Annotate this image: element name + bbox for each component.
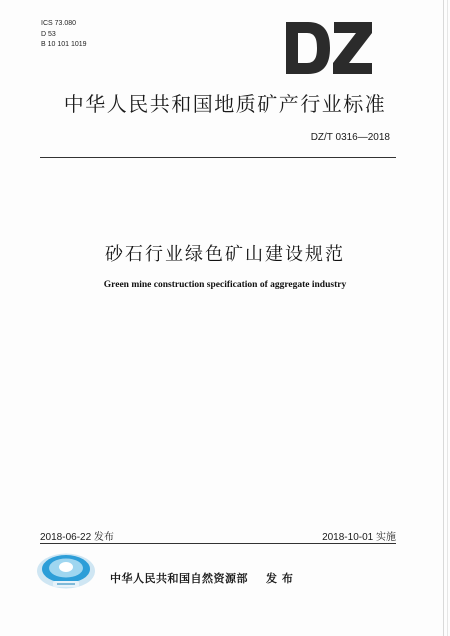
top-divider	[40, 157, 396, 158]
implementation-date: 2018-10-01 实施	[322, 532, 396, 543]
issuer-action: 发 布	[266, 572, 294, 585]
dz-logo	[284, 20, 374, 76]
issuer-name: 中华人民共和国自然资源部	[110, 572, 248, 585]
classification-block	[41, 19, 87, 51]
issuing-authority	[110, 570, 293, 586]
issuer-seal-emblem	[35, 552, 97, 590]
issue-date: 2018-06-22 发布	[40, 532, 114, 543]
document-title-chinese: 砂石行业绿色矿山建设规范	[105, 244, 345, 265]
ics-number: ICS 73.080	[41, 20, 77, 27]
ccs-number: D 53	[41, 30, 56, 38]
standard-category-title: 中华人民共和国地质矿产行业标准	[63, 92, 387, 116]
bottom-divider	[40, 543, 396, 544]
record-number: B 10 101 1019	[41, 41, 87, 48]
document-title-english: Green mine construction specification of aggregate industry	[103, 280, 347, 290]
standard-code: DZ/T 0316—2018	[310, 132, 390, 143]
